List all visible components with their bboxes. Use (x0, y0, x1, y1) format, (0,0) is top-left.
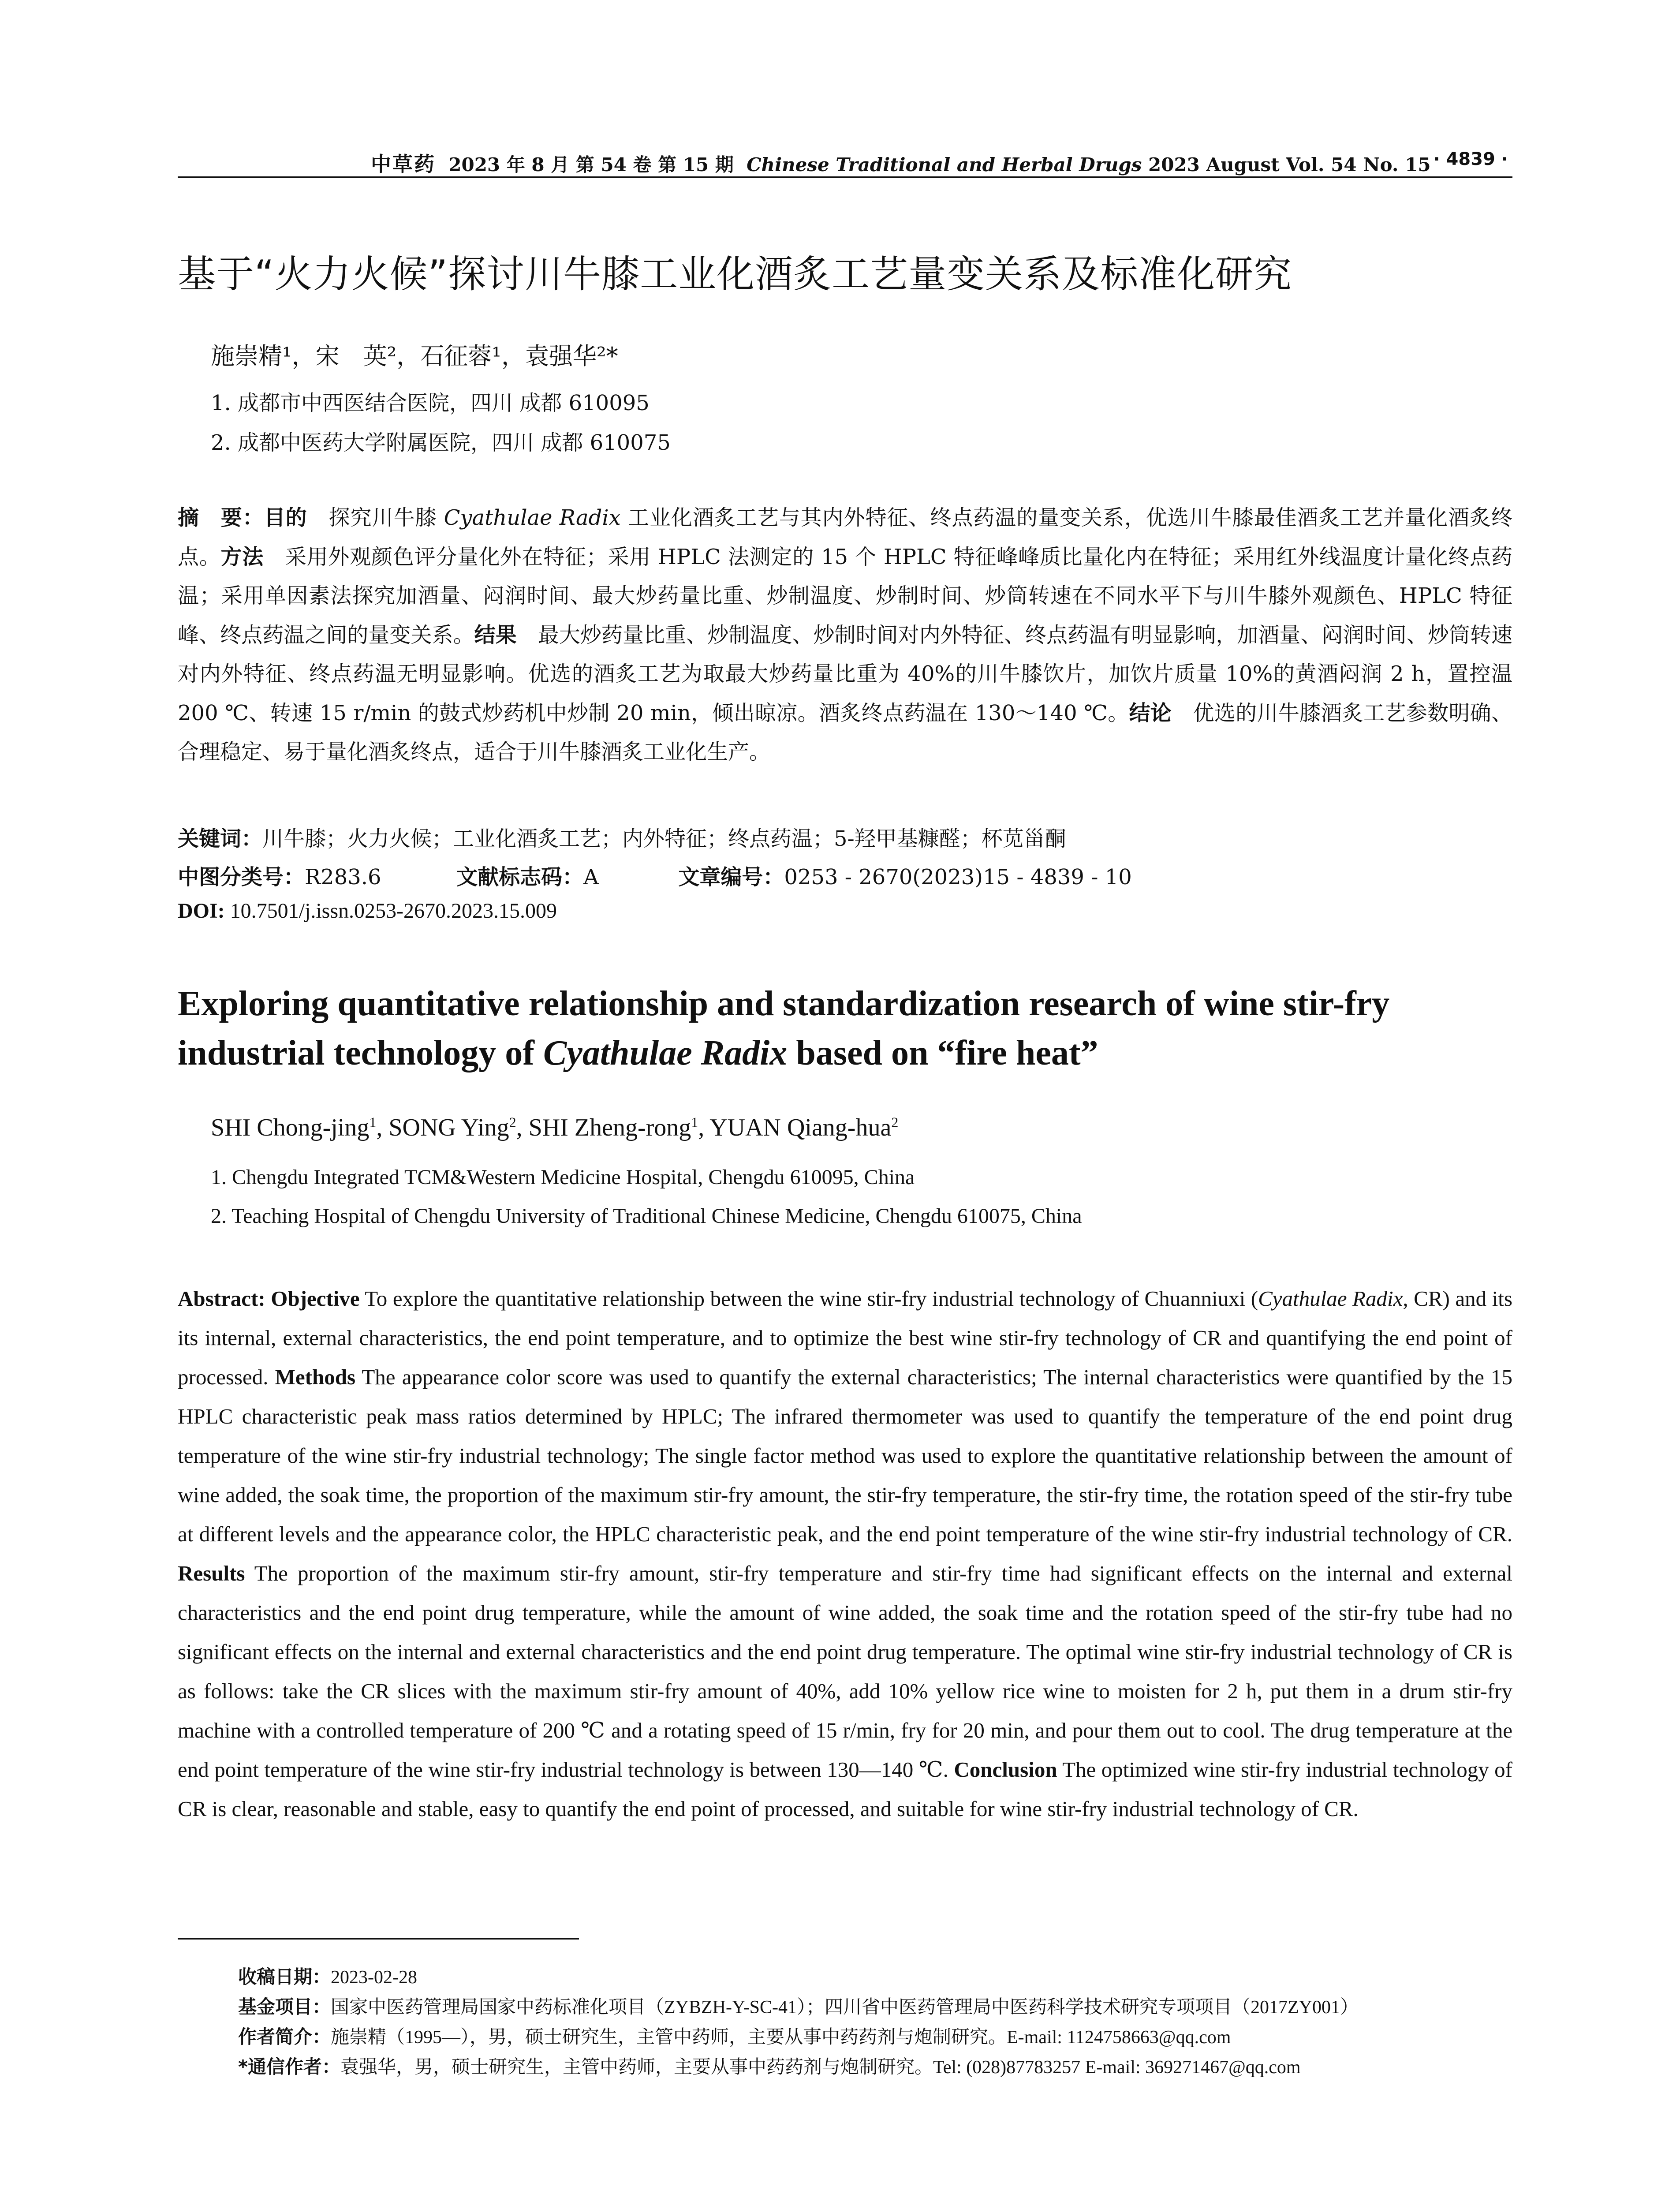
title-en (178, 979, 1512, 1078)
classification-line (178, 860, 1132, 890)
fund-label: 基金项目： (238, 1996, 331, 2018)
corresponding-label: *通信作者： (238, 2056, 340, 2078)
doc-code-value: A (583, 865, 599, 889)
header-rule (178, 176, 1512, 178)
journal-name-cn: 中草药 (371, 152, 436, 176)
abstract-en (178, 1279, 1512, 1828)
objective-en-latin: Cyathulae Radix (1258, 1286, 1403, 1311)
page-number: · 4839 · (1433, 149, 1508, 169)
methods-cn: 采用外观颜色评分量化外在特征；采用 HPLC 法测定的 15 个 HPLC 特征峰峰质比量化内在特征；采用红外线温度计量化终点药温；采用单因素法探究加酒量、闷润时间、最大炒药量比重、炒制温度、炒制时间、炒筒转速在不同水平下与川牛膝外观颜色、HPLC 特征峰、终点药温之间的量变关系。 (178, 544, 1512, 647)
affiliation-en-1: 1. Chengdu Integrated TCM&Western Medicine Hospital, Chengdu 610095, China (211, 1166, 915, 1189)
conclusion-cn: 优选的川牛膝酒炙工艺参数明确、合理稳定、易于量化酒炙终点，适合于川牛膝酒炙工业化生产。 (178, 700, 1512, 764)
running-header (178, 144, 1512, 179)
doc-code-label: 文献标志码： (456, 865, 584, 889)
author-info-value: 施崇精（1995—），男，硕士研究生，主管中药师，主要从事中药药剂与炮制研究。E-mail: 1124758663@qq.com (331, 2027, 1231, 2048)
abstract-en-label: Abstract: (178, 1286, 265, 1311)
abstract-cn-label: 摘 要： (178, 505, 264, 530)
affiliation-cn-2: 2. 成都中医药大学附属医院，四川 成都 610075 (211, 430, 671, 455)
author-info-label: 作者简介： (238, 2026, 331, 2048)
keywords-cn-label: 关键词： (178, 826, 263, 851)
objective-cn-post: 工业化酒炙工艺与其内外特征、终点药温的量变关系，优选川牛膝最佳酒炙工艺并量化酒炙终点。 (178, 505, 1512, 569)
abstract-cn (178, 498, 1512, 772)
results-cn-label: 结果 (474, 622, 517, 647)
footnote-author (238, 2022, 1231, 2049)
author-name: , YUAN Qiang-hua (698, 1114, 892, 1141)
author-name: , SHI Zheng-rong (516, 1114, 691, 1141)
results-cn: 最大炒药量比重、炒制温度、炒制时间对内外特征、终点药温有明显影响，加酒量、闷润时间、炒筒转速对内外特征、终点药温无明显影响。优选的酒炙工艺为取最大炒药量比重为 40%的川牛膝饮片，加饮片质量 10%的黄酒闷润 2 h，置控温 200 ℃、转速 15 r/min 的鼓式炒药机中炒制 20 min，倾出晾凉。酒炙终点药温在 130～140 ℃。 (178, 622, 1512, 725)
methods-cn-label: 方法 (220, 544, 264, 569)
article-no-value: 0253 - 2670(2023)15 - 4839 - 10 (784, 865, 1132, 889)
objective-cn-label: 目的 (264, 505, 307, 530)
fund-value: 国家中医药管理局国家中药标准化项目（ZYBZH-Y-SC-41）；四川省中医药管理局中医药科学技术研究专项项目（2017ZY001） (331, 1997, 1359, 2018)
footnote-corresponding (238, 2052, 1301, 2079)
doi-value: 10.7501/j.issn.0253-2670.2023.15.009 (224, 899, 557, 923)
methods-en-label: Methods (275, 1365, 356, 1389)
issue-cn: 2023 年 8 月 第 54 卷 第 15 期 (448, 154, 734, 176)
title-cn: 基于“火力火候”探讨川牛膝工业化酒炙工艺量变关系及标准化研究 (178, 252, 1292, 296)
corresponding-value: 袁强华，男，硕士研究生，主管中药师，主要从事中药药剂与炮制研究。Tel: (028)87783257 E-mail: 369271467@qq.com (340, 2057, 1301, 2078)
clc-value: R283.6 (305, 865, 381, 889)
objective-en-label: Objective (271, 1286, 360, 1311)
footnote-received (238, 1962, 417, 1989)
footnote-fund (238, 1992, 1359, 2019)
author-affil-mark: 1 (691, 1114, 698, 1130)
authors-en (211, 1114, 898, 1142)
received-value: 2023-02-28 (331, 1967, 417, 1988)
title-en-part2: based on “fire heat” (787, 1034, 1098, 1073)
author-name: , SONG Ying (376, 1114, 509, 1141)
clc-label: 中图分类号： (178, 865, 305, 889)
title-en-latin: Cyathulae Radix (543, 1034, 788, 1073)
objective-en-a: To explore the quantitative relationship between the wine stir-fry industrial technology of Chuanniuxi ( (359, 1286, 1258, 1311)
results-en: The proportion of the maximum stir-fry amount, stir-fry temperature and stir-fry time had significant effects on the internal and external characteristics and the end point drug temperature, while the amount of wine added, the soak time and the rotation speed of the stir-fry tube had no significant effects on the internal and external characteristics and the end point drug temperature. The optimal wine stir-fry industrial technology of CR is as follows: take the CR slices with the maximum stir-fry amount of 40%, add 10% yellow rice wine to moisten for 2 h, put them in a drum stir-fry machine with a controlled temperature of 200 ℃ and a rotating speed of 15 r/min, fry for 20 min, and pour them out to cool. The drug temperature at the end point temperature of the wine stir-fry industrial technology is between 130—140 ℃. (178, 1561, 1512, 1782)
author-affil-mark: 1 (369, 1114, 377, 1130)
header-citation (371, 148, 1431, 177)
received-label: 收稿日期： (238, 1966, 331, 1988)
doi-label: DOI: (178, 899, 225, 923)
keywords-cn (178, 822, 1066, 852)
issue-en: 2023 August Vol. 54 No. 15 (1148, 154, 1431, 176)
author-name: SHI Chong-jing (211, 1114, 370, 1141)
methods-en: The appearance color score was used to quantify the external characteristics; The internal characteristics were quantified by the 15 HPLC characteristic peak mass ratios determined by HPLC; The infrared thermometer was used to quantify the temperature of the end point drug temperature of the wine stir-fry industrial technology; The single factor method was used to explore the quantitative relationship between the amount of wine added, the soak time, the proportion of the maximum stir-fry amount, the stir-fry temperature, the stir-fry time, the rotation speed of the stir-fry tube at different levels and the appearance color, the HPLC characteristic peak, and the end point temperature of the wine stir-fry industrial technology of CR. (178, 1365, 1513, 1546)
author-affil-mark: 2 (509, 1114, 516, 1130)
conclusion-en-label: Conclusion (954, 1757, 1057, 1782)
affiliation-cn-1: 1. 成都市中西医结合医院，四川 成都 610095 (211, 391, 650, 415)
conclusion-en: The optimized wine stir-fry industrial technology of CR is clear, reasonable and stable, easy to quantify the end point of processed, and suitable for wine stir-fry industrial technology of CR. (178, 1757, 1512, 1821)
author-affil-mark: 2 (891, 1114, 899, 1130)
journal-name-en: Chinese Traditional and Herbal Drugs (747, 154, 1142, 176)
conclusion-cn-label: 结论 (1129, 700, 1172, 725)
objective-cn-latin: Cyathulae Radix (444, 505, 621, 530)
article-no-label: 文章编号： (678, 865, 784, 889)
footnote-rule (178, 1938, 579, 1940)
keywords-cn-text: 川牛膝；火力火候；工业化酒炙工艺；内外特征；终点药温；5-羟甲基糠醛；杯苋甾酮 (262, 826, 1066, 851)
affiliation-en-2: 2. Teaching Hospital of Chengdu University of Traditional Chinese Medicine, Chengdu 610075, China (211, 1204, 1082, 1228)
title-en-part1: Exploring quantitative relationship and standardization research of wine stir-fry industrial technology of (178, 984, 1390, 1073)
authors-cn: 施崇精¹，宋 英²，石征蓉¹，袁强华²* (211, 342, 618, 370)
doi-line (178, 898, 557, 923)
results-en-label: Results (178, 1561, 245, 1585)
objective-en-b: , CR) and its its internal, external characteristics, the end point temperature, and to optimize the best wine stir-fry technology of CR and quantifying the end point of processed. (178, 1286, 1512, 1389)
objective-cn-pre: 探究川牛膝 (307, 505, 444, 530)
